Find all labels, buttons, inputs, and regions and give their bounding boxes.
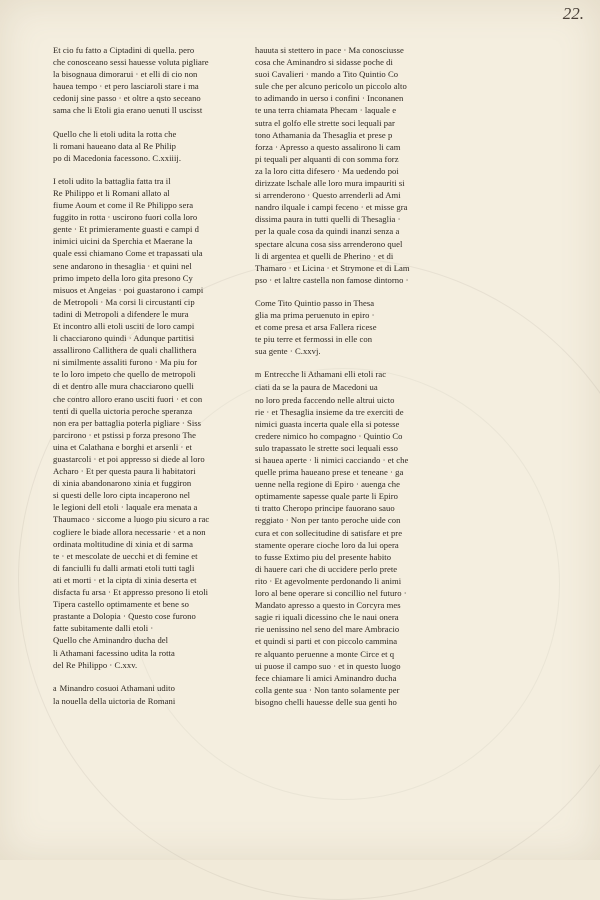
text-line bbox=[53, 368, 238, 380]
text-line bbox=[53, 513, 238, 525]
text-line bbox=[53, 56, 238, 68]
text-line-content: Thaumaco · siccome a luogo piu sicuro a rac bbox=[53, 514, 210, 525]
text-line-content: rito · Et agevolmente perdonando li animi bbox=[255, 575, 402, 586]
text-line-content: disfacta fu arsa · Et appresso presono li etoli bbox=[53, 587, 209, 598]
text-line bbox=[53, 92, 238, 104]
text-line-content: li di argentea et quelli de Pherino · et di bbox=[255, 250, 394, 261]
text-line bbox=[53, 344, 238, 356]
text-line-content: Thamaro · et Licina · et Strymone et di Lam bbox=[255, 262, 410, 273]
text-line bbox=[255, 117, 445, 129]
text-line bbox=[53, 477, 238, 489]
text-line bbox=[53, 598, 238, 610]
text-line-content: dirizzate lschale alle loro mura impauriti si bbox=[255, 178, 405, 189]
text-line-content: I etoli udito la battaglia fatta tra il bbox=[53, 175, 171, 186]
paragraph-gap bbox=[255, 357, 445, 368]
text-line-content: glia ma prima peruenuto in epiro · bbox=[255, 309, 375, 320]
text-line bbox=[53, 260, 238, 272]
text-line bbox=[255, 527, 445, 539]
text-line-content: di fanciulli fu dalli armati etoli tutti tagli bbox=[53, 562, 195, 573]
text-line bbox=[255, 177, 445, 189]
text-line bbox=[53, 296, 238, 308]
text-line bbox=[53, 152, 238, 164]
text-line-content: che contro alloro erano usciti fuori · et con bbox=[53, 393, 203, 404]
text-line bbox=[255, 141, 445, 153]
text-line-content: fece chiamare li amici Aminandro ducha bbox=[255, 672, 397, 683]
text-line bbox=[255, 599, 445, 611]
text-line bbox=[255, 262, 445, 274]
text-line-content: uina et Calathana e borghi et arsenli · et bbox=[53, 441, 192, 452]
text-line-content: rie · et Thesaglia insieme da tre exerciti de bbox=[255, 406, 404, 417]
text-line-content: si hauea aperte · li nimici cacciando · et che bbox=[255, 455, 409, 465]
text-line bbox=[255, 430, 445, 442]
text-line bbox=[255, 274, 445, 286]
text-line-content: hauea tempo · et pero lasciaroli stare i ma bbox=[53, 81, 199, 92]
text-line bbox=[255, 250, 445, 262]
text-line-content: primo impeto della loro gita presono Cy bbox=[53, 272, 193, 283]
text-line-content: pi tequali per alquanti di con somma forz bbox=[255, 153, 399, 164]
right-text-column bbox=[255, 44, 445, 708]
text-line bbox=[255, 80, 445, 92]
text-line-content: prastante a Dolopia · Questo cose furono bbox=[53, 611, 196, 622]
text-line-content: za la loro citta difesero · Ma uedendo poi bbox=[255, 165, 399, 176]
paragraph-gap bbox=[255, 286, 445, 297]
text-line-content: tenti di quella uictoria peroche speranza bbox=[53, 405, 193, 416]
text-line bbox=[53, 284, 238, 296]
text-line bbox=[53, 622, 238, 634]
text-line bbox=[53, 80, 238, 92]
text-line-content: stamente operare cioche loro da lui opera bbox=[255, 539, 399, 550]
text-line-content: inimici uicini da Sperchia et Maerane la bbox=[53, 236, 193, 247]
text-line-content: Quello che Aminandro ducha del bbox=[53, 635, 169, 646]
text-line-content: Et incontro alli etoli usciti de loro campi bbox=[53, 320, 195, 331]
text-line bbox=[255, 502, 445, 514]
text-line-content: pso · et laltre castella non famose dintorno · bbox=[255, 274, 409, 285]
text-line-content: assallirono Callithera de quali challithera bbox=[53, 345, 197, 356]
text-line bbox=[53, 417, 238, 429]
text-line-content: non era per battaglia poterla pigliare · Siss bbox=[53, 417, 202, 428]
text-line bbox=[53, 320, 238, 332]
text-line-content: te lo loro impeto che quello de metropoli bbox=[53, 369, 196, 380]
text-line bbox=[53, 695, 238, 707]
text-line bbox=[255, 514, 445, 526]
text-line bbox=[255, 213, 445, 225]
text-line bbox=[255, 238, 445, 250]
text-line bbox=[255, 684, 445, 696]
text-line-content: credere nimico ho compagno · Quintio Co bbox=[255, 430, 403, 441]
text-line bbox=[53, 187, 238, 199]
text-line bbox=[53, 308, 238, 320]
text-line-content: Acharo · Et per questa paura li habitatori bbox=[53, 466, 196, 477]
text-line-content: sama che li Etoli gia erano uenuti ll uscisst bbox=[53, 105, 203, 116]
paragraph-gap bbox=[53, 117, 238, 128]
text-line-content: te piu terre et fermossi in elle con bbox=[255, 334, 373, 345]
text-line bbox=[53, 235, 238, 247]
text-line-content: te una terra chiamata Phecam · laquale e bbox=[255, 105, 397, 116]
text-line-content: hauuta si stettero in pace · Ma conosciusse bbox=[255, 45, 404, 55]
text-line-content: di et dentro alle mura chacciarono quelli bbox=[53, 381, 194, 392]
text-line-content: te · et mescolate de uecchi et di femine et bbox=[53, 550, 198, 561]
text-line bbox=[255, 442, 445, 454]
text-line-content: to fusse Extimo piu del presente habito bbox=[255, 551, 392, 562]
text-line-content: et quindi si parti et con piccolo cammina bbox=[255, 636, 398, 647]
text-line-content: quale essi chiamano Come et trapassati ula bbox=[53, 248, 203, 259]
text-line-content: sene andarono in thesaglia · et quini nel bbox=[53, 260, 192, 271]
text-line bbox=[53, 610, 238, 622]
text-line bbox=[255, 321, 445, 333]
text-line bbox=[53, 393, 238, 405]
text-line-content: et come presa et arsa Fallera ricese bbox=[255, 322, 377, 333]
text-line-content: Quello che li etoli udita la rotta che bbox=[53, 128, 177, 139]
text-line bbox=[53, 175, 238, 187]
text-line bbox=[255, 696, 445, 708]
text-line-content: re alquanto peruenne a monte Circe et q bbox=[255, 648, 395, 659]
text-line bbox=[255, 623, 445, 635]
text-line-content: guastarcoli · et poi appresso si diede al loro bbox=[53, 454, 205, 464]
text-line-content: le legioni dell etoli · laquale era menata a bbox=[53, 502, 198, 513]
text-line-content: de Metropoli · Ma corsi li circustanti cip bbox=[53, 296, 195, 307]
text-line-content: tono Athamania da Thesaglia et prese p bbox=[255, 129, 393, 140]
text-line-content: cosa che Aminandro si sidasse poche di bbox=[255, 57, 393, 68]
text-line-content: colla gente sua · Non tanto solamente per bbox=[255, 684, 400, 695]
text-line bbox=[255, 333, 445, 345]
text-line bbox=[53, 586, 238, 598]
text-line bbox=[255, 92, 445, 104]
text-line-content: sagie ri iquali dicessino che le naui onera bbox=[255, 612, 399, 623]
text-line bbox=[53, 647, 238, 659]
text-line-content: to adimando in uerso i confini · Inconanen bbox=[255, 93, 404, 104]
text-line bbox=[255, 406, 445, 418]
text-line bbox=[255, 466, 445, 478]
text-line-content: ati et morti · et la cipta di xinia deserta et bbox=[53, 574, 197, 585]
text-line bbox=[53, 682, 238, 695]
text-line bbox=[255, 129, 445, 141]
text-line bbox=[255, 563, 445, 575]
text-line-content: sutra el golfo elle strette soci lequali par bbox=[255, 117, 395, 128]
text-line-content: reggiato · Non per tanto peroche uide con bbox=[255, 515, 401, 526]
text-line-content: po di Macedonia facessono. C.xxiiij. bbox=[53, 152, 182, 163]
text-line bbox=[255, 648, 445, 660]
text-line bbox=[53, 199, 238, 211]
text-line bbox=[53, 223, 238, 235]
text-line-content: rie uenissino nel seno del mare Ambracio bbox=[255, 624, 400, 635]
text-line bbox=[255, 345, 445, 357]
text-line bbox=[53, 247, 238, 259]
text-line bbox=[53, 526, 238, 538]
text-line-content: li chacciarono quindi · Adunque partitisi bbox=[53, 333, 195, 344]
text-line-content: fatte subitamente dalli etoli · bbox=[53, 623, 154, 634]
text-line bbox=[255, 368, 445, 381]
text-line-content: spectare alcuna cosa siss arrenderono quel bbox=[255, 238, 403, 249]
chapter-initial-marker: a bbox=[53, 683, 57, 693]
text-line-content: sulo trapassato le strette soci lequali esso bbox=[255, 442, 399, 453]
text-line bbox=[255, 660, 445, 672]
text-line-content: dissima paura in tutti quelli di Thesaglia · bbox=[255, 214, 401, 225]
text-line-content: forza · Apresso a questo assalirono li cam bbox=[255, 141, 401, 152]
text-line bbox=[53, 272, 238, 284]
text-line bbox=[255, 189, 445, 201]
text-line bbox=[53, 104, 238, 116]
text-line-content: fiume Aoum et come il Re Philippo sera bbox=[53, 200, 194, 211]
text-line-content: li Athamani facessino udita la rotta bbox=[53, 647, 175, 658]
text-line-content: gente · Et primieramente guasti e campi d bbox=[53, 224, 199, 235]
text-line bbox=[53, 68, 238, 80]
text-line-content: del Re Philippo · C.xxv. bbox=[53, 659, 138, 670]
text-line bbox=[255, 68, 445, 80]
text-line-content: suoi Cavalieri · mando a Tito Quintio Co bbox=[255, 69, 399, 80]
text-line-content: Et cio fu fatto a Ciptadini di quella. pero bbox=[53, 45, 195, 55]
text-line-content: si questi delle loro cipta incaperono nel bbox=[53, 490, 191, 501]
text-line bbox=[53, 332, 238, 344]
text-line-content: Come Tito Quintio passo in Thesa bbox=[255, 297, 375, 308]
text-line-content: cedonij sine passo · et oltre a qsto seceano bbox=[53, 93, 201, 104]
text-line-content: bisogno chelli hauesse delle sua genti ho bbox=[255, 696, 397, 707]
text-line bbox=[255, 551, 445, 563]
text-line bbox=[53, 562, 238, 574]
text-line bbox=[255, 381, 445, 393]
text-line-content: per la quale cosa da quindi inanzi senza a bbox=[255, 226, 400, 237]
text-line bbox=[255, 394, 445, 406]
text-line-content: optimamente sapesse quale parte li Epiro bbox=[255, 491, 399, 502]
text-line bbox=[255, 297, 445, 309]
left-text-column bbox=[53, 44, 238, 707]
text-line bbox=[53, 128, 238, 140]
paragraph-gap bbox=[53, 671, 238, 682]
text-line bbox=[255, 104, 445, 116]
text-line bbox=[255, 490, 445, 502]
text-line-content: tadini di Metropoli a difendere le mura bbox=[53, 308, 189, 319]
text-line-content: nandro ilquale i campi feceno · et misse gra bbox=[255, 202, 408, 213]
text-line-content: sua gente · C.xxvj. bbox=[255, 346, 321, 357]
text-line bbox=[53, 405, 238, 417]
text-line-content: nimici guasta incerta quale ella si potesse bbox=[255, 418, 400, 429]
page-number: 22. bbox=[562, 4, 584, 23]
text-line bbox=[255, 44, 445, 56]
text-line-content: Minandro cosuoi Athamani udito bbox=[59, 682, 175, 693]
text-line bbox=[53, 453, 238, 465]
text-line bbox=[255, 539, 445, 551]
text-line-content: di hauere cari che di uccidere perlo prete bbox=[255, 563, 398, 574]
text-line bbox=[53, 574, 238, 586]
text-line bbox=[255, 153, 445, 165]
text-line-content: che conosceano sessi hauesse voluta pigliare bbox=[53, 57, 209, 68]
text-line-content: li romani haueano data al Re Philip bbox=[53, 140, 176, 151]
text-line bbox=[53, 538, 238, 550]
text-line-content: loro al bene operare si concillio nel futuro · bbox=[255, 588, 407, 599]
text-line bbox=[255, 672, 445, 684]
text-line bbox=[255, 309, 445, 321]
text-line bbox=[53, 380, 238, 392]
text-line bbox=[53, 465, 238, 477]
text-line bbox=[53, 140, 238, 152]
text-line-content: cura et con sollecitudine di satisfare et pre bbox=[255, 527, 403, 538]
text-line bbox=[53, 429, 238, 441]
text-line-content: ciati da se la paura de Macedoni ua bbox=[255, 382, 378, 393]
text-line-content: ti tratto Cheropo principe fauorano sauo bbox=[255, 503, 395, 514]
text-line-content: ordinata moltitudine di xinia et di sarma bbox=[53, 538, 193, 549]
text-line bbox=[255, 478, 445, 490]
text-line bbox=[255, 56, 445, 68]
text-line bbox=[255, 201, 445, 213]
text-line-content: la bisognaua dimorarui · et elli di cio non bbox=[53, 69, 198, 80]
text-line bbox=[53, 441, 238, 453]
text-line bbox=[53, 211, 238, 223]
text-line-content: Tipera castello optimamente et bene so bbox=[53, 599, 189, 610]
text-line-content: la nouella della uictoria de Romani bbox=[53, 695, 176, 706]
text-line bbox=[255, 611, 445, 623]
chapter-initial-marker: m bbox=[255, 370, 262, 380]
text-line bbox=[255, 635, 445, 647]
text-line-content: Mandato apresso a questo in Corcyra mes bbox=[255, 600, 401, 611]
text-line bbox=[53, 501, 238, 513]
text-line bbox=[255, 418, 445, 430]
text-line bbox=[53, 489, 238, 501]
text-line bbox=[255, 575, 445, 587]
text-line-content: fuggito in rotta · uscirono fuori colla loro bbox=[53, 212, 198, 223]
text-line bbox=[53, 634, 238, 646]
text-line-content: Entrecche li Athamani elli etoli rac bbox=[264, 369, 387, 380]
text-line bbox=[255, 165, 445, 177]
text-line bbox=[53, 44, 238, 56]
text-line-content: cogliere le biade allora necessarie · et a non bbox=[53, 526, 206, 537]
text-line-content: ni similmente assaliti furono · Ma piu for bbox=[53, 357, 198, 368]
text-line-content: quelle prima haueano prese et teneane · ga bbox=[255, 467, 404, 478]
text-line-content: di xinia abandonarono xinia et fuggiron bbox=[53, 478, 192, 489]
text-line-content: Re Philippo et li Romani allato al bbox=[53, 187, 170, 198]
text-line bbox=[255, 454, 445, 466]
text-line bbox=[53, 550, 238, 562]
text-line-content: si arrenderono · Questo arrenderli ad Ami bbox=[255, 190, 401, 201]
text-line-content: sule che per alcuno pericolo un piccolo alto bbox=[255, 81, 407, 92]
text-line-content: no loro preda faccendo nelle altrui uicto bbox=[255, 394, 395, 405]
text-line-content: misuos et Angeias · poi guastarono i campi bbox=[53, 284, 204, 295]
text-line bbox=[53, 356, 238, 368]
paragraph-gap bbox=[53, 164, 238, 175]
text-line bbox=[255, 225, 445, 237]
text-line-content: parcirono · et pstissi p forza presono The bbox=[53, 429, 196, 440]
text-line bbox=[255, 587, 445, 599]
text-line bbox=[53, 659, 238, 671]
text-line-content: uenne nella regione di Epiro · auenga che bbox=[255, 479, 400, 490]
text-line-content: ui puose il campo suo · et in questo luogo bbox=[255, 660, 401, 671]
